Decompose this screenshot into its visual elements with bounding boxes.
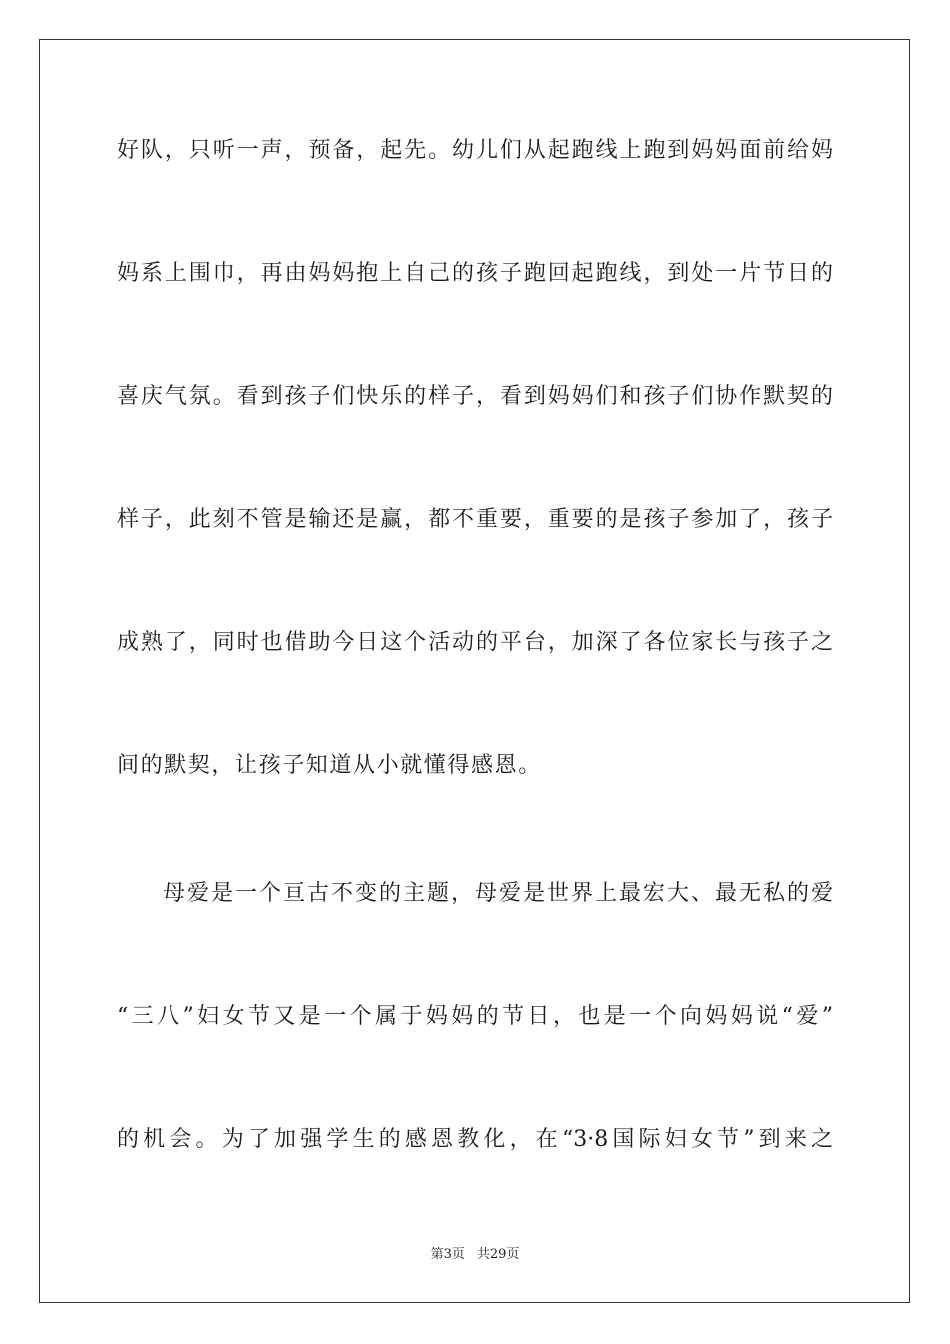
paragraph-line-9: 的机会。为了加强学生的感恩教化，在“3·8国际妇女节”到来之 — [117, 1127, 833, 1152]
paragraph-line-6: 间的默契，让孩子知道从小就懂得感恩。 — [117, 753, 542, 778]
paragraph-line-3: 喜庆气氛。看到孩子们快乐的样子，看到妈妈们和孩子们协作默契的 — [117, 384, 833, 409]
page-number: 第3页 — [430, 1247, 465, 1262]
paragraph-line-5: 成熟了，同时也借助今日这个活动的平台，加深了各位家长与孩子之 — [117, 630, 833, 655]
paragraph-line-2: 妈系上围巾，再由妈妈抱上自己的孩子跑回起跑线，到处一片节日的 — [117, 261, 833, 286]
paragraph-line-7: 母爱是一个亘古不变的主题，母爱是世界上最宏大、最无私的爱 — [163, 881, 833, 906]
page-footer — [0, 1246, 950, 1264]
page-total: 共29页 — [476, 1247, 520, 1262]
paragraph-line-1: 好队，只听一声，预备，起先。幼儿们从起跑线上跑到妈妈面前给妈 — [117, 138, 833, 163]
paragraph-line-4: 样子，此刻不管是输还是赢，都不重要，重要的是孩子参加了，孩子 — [117, 507, 833, 532]
page-border — [39, 39, 910, 1303]
paragraph-line-8: “三八”妇女节又是一个属于妈妈的节日，也是一个向妈妈说“爱” — [117, 1004, 833, 1029]
